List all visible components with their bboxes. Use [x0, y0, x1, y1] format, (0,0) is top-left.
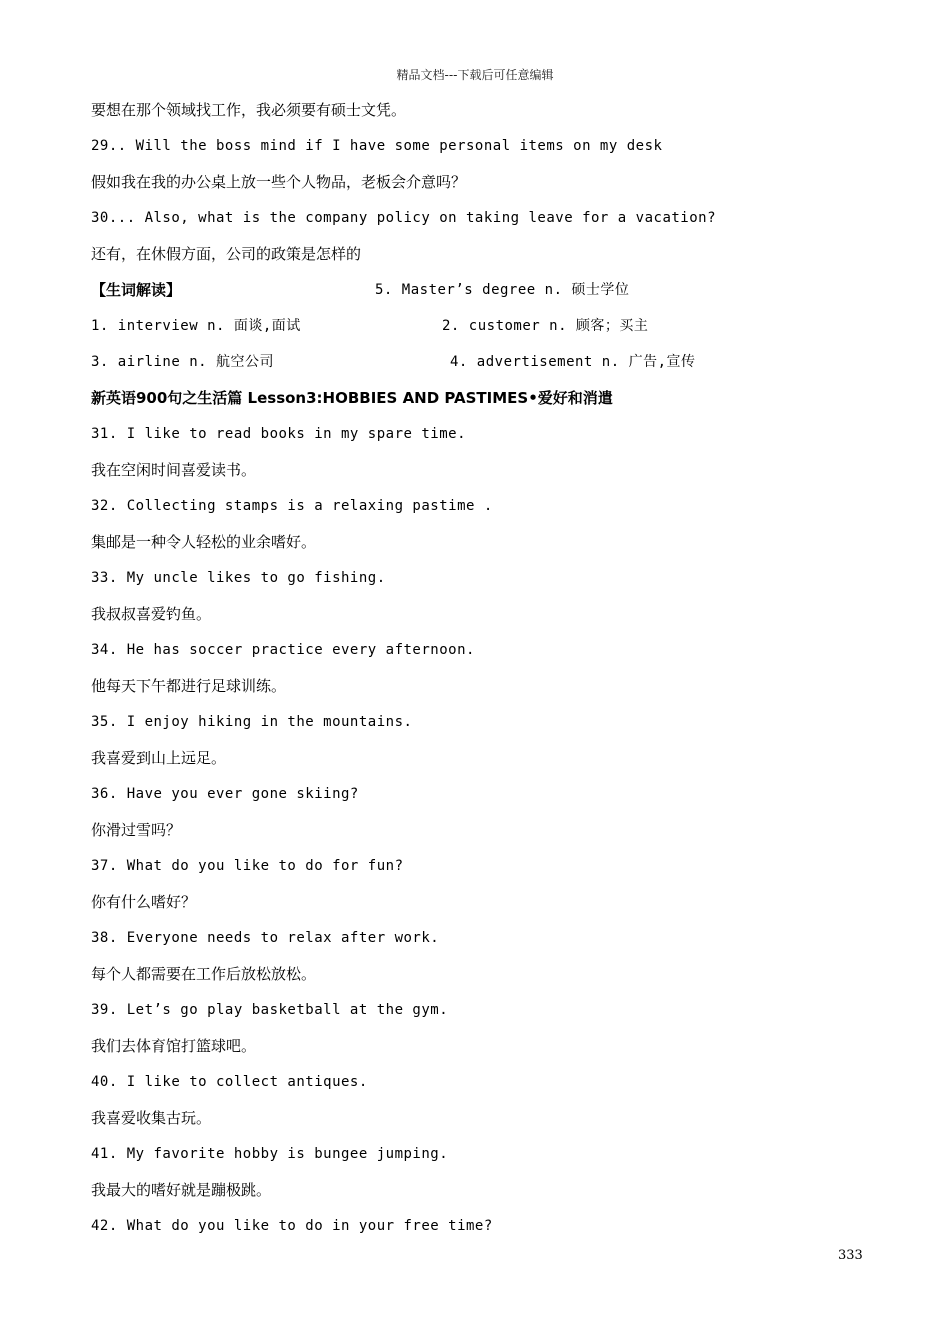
- sentence-en: 41. My favorite hobby is bungee jumping.: [91, 1146, 449, 1162]
- sentence-en: 31. I like to read books in my spare time.: [91, 426, 467, 442]
- sentence-zh: 我在空闲时间喜爱读书。: [91, 461, 257, 479]
- sentence-zh: 我最大的嗜好就是蹦极跳。: [91, 1181, 272, 1199]
- sentence-zh: 我们去体育馆打篮球吧。: [91, 1037, 257, 1055]
- vocab-item: 1. interview n. 面谈,面试: [91, 318, 301, 334]
- text-line: 29.. Will the boss mind if I have some personal items on my desk: [91, 138, 663, 154]
- vocab-item: 2. customer n. 顾客；买主: [442, 318, 649, 334]
- vocab-row: [91, 276, 891, 312]
- text-line: 假如我在我的办公桌上放一些个人物品，老板会介意吗？: [91, 173, 467, 191]
- sentence-zh: 你有什么嗜好？: [91, 893, 197, 911]
- sentence-zh: 他每天下午都进行足球训练。: [91, 677, 287, 695]
- sentence-zh: 集邮是一种令人轻松的业余嗜好。: [91, 533, 317, 551]
- sentence-zh: 每个人都需要在工作后放松放松。: [91, 965, 317, 983]
- text-line: 30... Also, what is the company policy on taking leave for a vacation?: [91, 210, 717, 226]
- sentence-en: 38. Everyone needs to relax after work.: [91, 930, 440, 946]
- sentence-en: 39. Let’s go play basketball at the gym.: [91, 1002, 449, 1018]
- sentence-en: 37. What do you like to do for fun?: [91, 858, 404, 874]
- vocab-row: [91, 312, 891, 348]
- text-line: 要想在那个领域找工作，我必须要有硕士文凭。: [91, 101, 407, 119]
- page-header: 精品文档---下载后可任意编辑: [396, 68, 554, 82]
- page-number: 333: [838, 1248, 863, 1263]
- sentence-zh: 我叔叔喜爱钓鱼。: [91, 605, 212, 623]
- vocab-row: [91, 348, 891, 384]
- document-body: [91, 96, 891, 1248]
- vocab-item: 4. advertisement n. 广告,宣传: [450, 354, 696, 370]
- sentence-en: 34. He has soccer practice every afternoon.: [91, 642, 475, 658]
- sentence-zh: 我喜爱到山上远足。: [91, 749, 227, 767]
- sentence-zh: 我喜爱收集古玩。: [91, 1109, 212, 1127]
- sentence-en: 42. What do you like to do in your free time?: [91, 1218, 493, 1234]
- sentence-zh: 你滑过雪吗？: [91, 821, 182, 839]
- vocab-item: 3. airline n. 航空公司: [91, 354, 275, 370]
- sentence-en: 32. Collecting stamps is a relaxing pastime .: [91, 498, 493, 514]
- sentence-en: 33. My uncle likes to go fishing.: [91, 570, 386, 586]
- text-line: 还有，在休假方面，公司的政策是怎样的: [91, 245, 362, 263]
- sentence-en: 40. I like to collect antiques.: [91, 1074, 368, 1090]
- vocab-item: 5. Master’s degree n. 硕士学位: [375, 282, 630, 298]
- section-title: 新英语900句之生活篇 Lesson3:HOBBIES AND PASTIMES•爱好和消遣: [91, 389, 613, 407]
- vocab-heading: 【生词解读】: [91, 281, 182, 299]
- sentence-en: 36. Have you ever gone skiing?: [91, 786, 359, 802]
- sentence-en: 35. I enjoy hiking in the mountains.: [91, 714, 413, 730]
